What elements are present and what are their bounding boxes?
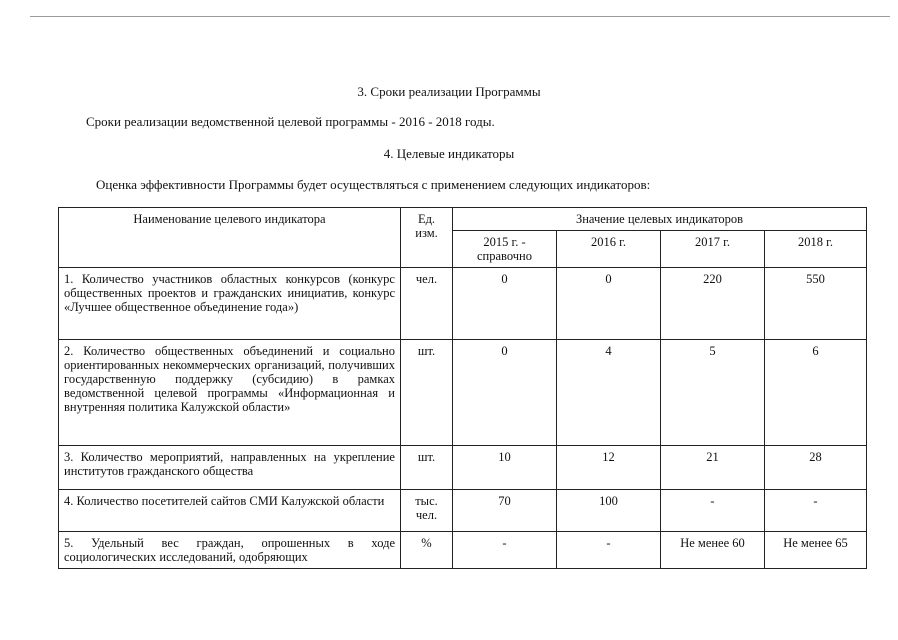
value-2017: 21 xyxy=(661,446,765,490)
header-year-2015: 2015 г. - справочно xyxy=(453,231,557,268)
value-2016: 12 xyxy=(557,446,661,490)
value-2017: Не менее 60 xyxy=(661,532,765,569)
indicator-name: 5. Удельный вес граждан, опрошенных в ходе социологических исследований, одобряющих xyxy=(59,532,401,569)
table-row xyxy=(59,490,867,532)
value-2015: 0 xyxy=(453,340,557,446)
indicator-name: 3. Количество мероприятий, направленных на укрепление институтов гражданского общества xyxy=(59,446,401,490)
indicators-table xyxy=(58,207,867,569)
value-2016: - xyxy=(557,532,661,569)
indicator-unit: чел. xyxy=(401,268,453,340)
value-2015: 70 xyxy=(453,490,557,532)
indicator-name: 4. Количество посетителей сайтов СМИ Калужской области xyxy=(59,490,401,532)
section-3-text: Сроки реализации ведомственной целевой программы - 2016 - 2018 годы. xyxy=(86,114,495,129)
table-row xyxy=(59,532,867,569)
value-2018: 28 xyxy=(765,446,867,490)
indicator-unit: % xyxy=(401,532,453,569)
header-year-2017: 2017 г. xyxy=(661,231,765,268)
indicator-name: 1. Количество участников областных конкурсов (конкурс общественных проектов и гражданских инициатив, конкурс «Лучшее общественное объединение года») xyxy=(59,268,401,340)
value-2017: - xyxy=(661,490,765,532)
indicator-unit: тыс. чел. xyxy=(401,490,453,532)
header-year-2016: 2016 г. xyxy=(557,231,661,268)
value-2016: 4 xyxy=(557,340,661,446)
header-unit: Ед. изм. xyxy=(401,208,453,268)
indicator-unit: шт. xyxy=(401,340,453,446)
value-2015: 0 xyxy=(453,268,557,340)
header-values-group: Значение целевых индикаторов xyxy=(453,208,867,231)
section-4-title: 4. Целевые индикаторы xyxy=(383,146,515,161)
value-2016: 100 xyxy=(557,490,661,532)
header-year-2018: 2018 г. xyxy=(765,231,867,268)
scan-edge-line xyxy=(30,16,890,17)
table-row xyxy=(59,340,867,446)
section-3-title: 3. Сроки реализации Программы xyxy=(357,84,541,99)
table-row xyxy=(59,268,867,340)
value-2016: 0 xyxy=(557,268,661,340)
indicator-name: 2. Количество общественных объединений и социально ориентированных некоммерческих организаций, получивших государственную поддержку (субсидию) в рамках ведомственной целевой программы «Информационная и внутренняя политика Калужской области» xyxy=(59,340,401,446)
value-2017: 5 xyxy=(661,340,765,446)
value-2015: - xyxy=(453,532,557,569)
value-2018: Не менее 65 xyxy=(765,532,867,569)
indicator-unit: шт. xyxy=(401,446,453,490)
value-2018: 6 xyxy=(765,340,867,446)
table-row xyxy=(59,446,867,490)
value-2017: 220 xyxy=(661,268,765,340)
table-header-row xyxy=(59,208,867,231)
value-2015: 10 xyxy=(453,446,557,490)
value-2018: 550 xyxy=(765,268,867,340)
header-indicator-name: Наименование целевого индикатора xyxy=(59,208,401,268)
value-2018: - xyxy=(765,490,867,532)
section-4-intro: Оценка эффективности Программы будет осуществляться с применением следующих индикаторов: xyxy=(96,177,651,192)
